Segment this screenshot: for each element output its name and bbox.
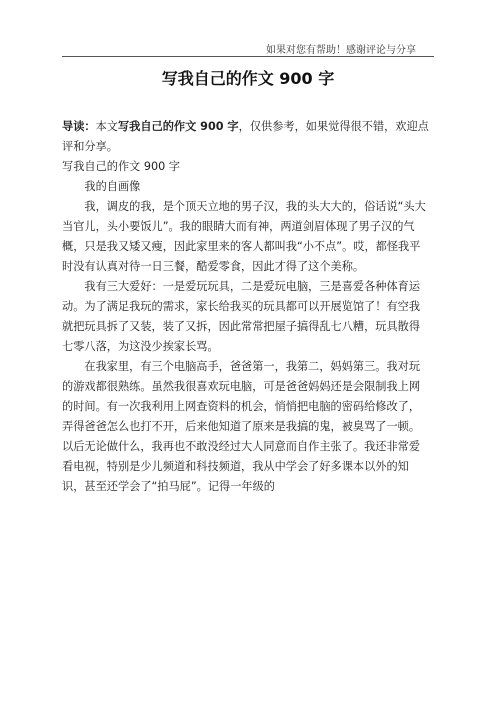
header-divider — [62, 56, 434, 57]
intro-after: ，仅供参考，如果觉得很不错，欢迎点评和分享。 — [62, 120, 429, 153]
intro-paragraph — [62, 117, 430, 157]
document-body — [62, 117, 430, 497]
page-header-note: 如果对您有帮助！感谢评论与分享 — [266, 45, 416, 56]
intro-label: 导读： — [62, 120, 96, 133]
intro-before: 本文 — [95, 120, 118, 133]
paragraph-3: 在我家里，有三个电脑高手，爸爸第一，我第二，妈妈第三。我对玩的游戏都很熟练。虽然我很喜欢玩电脑，可是爸爸妈妈还是会限制我上网的时间。有一次我利用上网查资料的机会，悄悄把电脑的密码给修改了，弄得爸爸怎么也打不开，后来他知道了原来是我搞的鬼，被臭骂了一顿。以后无论做什么，我再也不敢没经过大人同意而自作主张了。我还非常爱看电视，特别是少儿频道和科技频道，我从中学会了好多课本以外的知识，甚至还学会了“拍马屁”。记得一年级的 — [62, 360, 421, 493]
paragraph-1: 我，调皮的我，是个顶天立地的男子汉，我的头大大的，俗话说“头大当官儿，头小要饭儿”。我的眼睛大而有神，两道剑眉体现了男子汉的气概，只是我又矮又瘦，因此家里来的客人都叫我“小不点”。哎，都怪我平时没有认真对待一日三餐，酷爱零食，因此才得了这个美称。 — [62, 200, 426, 273]
paragraph-2: 我有三大爱好：一是爱玩玩具，二是爱玩电脑，三是喜爱各种体育运动。为了满足我玩的需求，家长给我买的玩具都可以开展览馆了！有空我就把玩具拆了又装，装了又拆，因此常常把屋子搞得乱七八糟，玩具散得七零八落，为这没少挨家长骂。 — [62, 280, 421, 353]
document-title: 写我自己的作文 900 字 — [161, 69, 335, 88]
subtitle: 写我自己的作文 900 字 — [62, 160, 180, 173]
intro-bold-title: 写我自己的作文 900 字 — [117, 120, 239, 133]
section-heading: 我的自画像 — [84, 180, 141, 193]
